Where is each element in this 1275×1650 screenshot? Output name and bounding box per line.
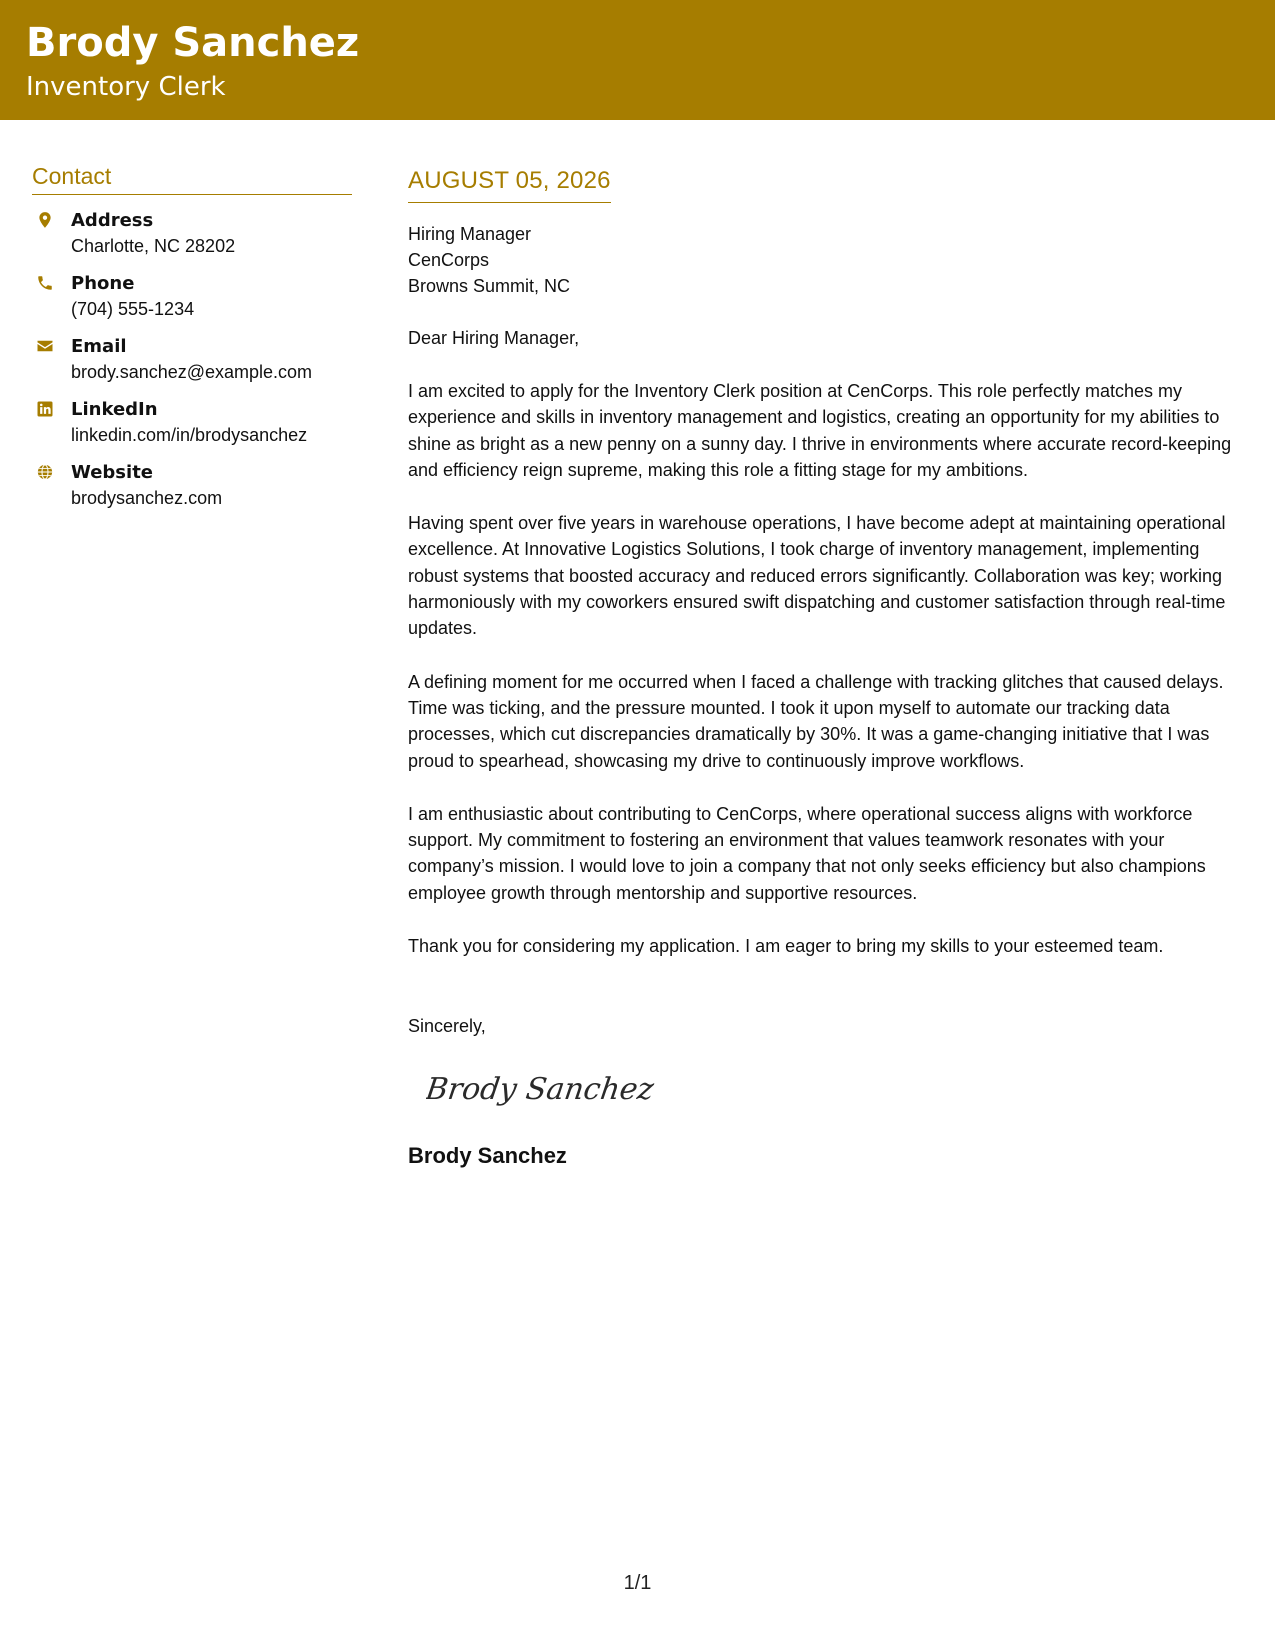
contact-label-address: Address bbox=[71, 210, 154, 231]
recipient-block bbox=[408, 221, 1253, 299]
handwritten-signature bbox=[426, 1061, 666, 1117]
envelope-icon bbox=[36, 337, 54, 355]
contact-value-linkedin[interactable]: linkedin.com/in/brodysanchez bbox=[71, 425, 308, 445]
location-pin-icon bbox=[36, 211, 54, 229]
contact-label-website: Website bbox=[71, 462, 154, 483]
salutation: Dear Hiring Manager, bbox=[408, 328, 580, 348]
contact-value-email[interactable]: brody.sanchez@example.com bbox=[71, 362, 313, 382]
applicant-title: Inventory Clerk bbox=[26, 72, 226, 102]
letter-paragraph: A defining moment for me occurred when I faced a challenge with tracking glitches that caused delays. Time was ticking, and the pressure mounted. I took it upon myself to automate our tracking data processes, which cut discrepancies dramatically by 30%. It was a game-changing initiative that I was proud to spearhead, showcasing my drive to continuously improve workflows. bbox=[408, 671, 1224, 771]
letter-date: AUGUST 05, 2026 bbox=[408, 166, 611, 203]
letter-body bbox=[408, 166, 1253, 1170]
contact-value-website[interactable]: brodysanchez.com bbox=[71, 488, 223, 508]
contact-label-email: Email bbox=[71, 336, 127, 357]
recipient-line: Hiring Manager bbox=[408, 224, 532, 244]
contact-label-linkedin: LinkedIn bbox=[71, 399, 158, 420]
recipient-location: Browns Summit, NC bbox=[408, 276, 571, 296]
contact-heading: Contact bbox=[32, 162, 352, 195]
phone-icon bbox=[36, 274, 54, 292]
contact-item-website bbox=[32, 461, 352, 524]
linkedin-icon bbox=[36, 400, 54, 418]
signature-text: Brody Sanchez bbox=[426, 1072, 656, 1108]
applicant-name: Brody Sanchez bbox=[26, 20, 360, 66]
letter-paragraph: I am excited to apply for the Inventory Clerk position at CenCorps. This role perfectly matches my experience and skills in inventory management and logistics, creating an opportunity for my abilities to shine as bright as a new penny on a sunny day. I thrive in environments where accurate record-keeping and efficiency reign supreme, making this role a fitting stage for my ambitions. bbox=[408, 381, 1232, 480]
contact-value-address: Charlotte, NC 28202 bbox=[71, 236, 236, 256]
letter-paragraph: I am enthusiastic about contributing to CenCorps, where operational success aligns with workforce support. My commitment to fostering an environment that values teamwork resonates with your company’s mission. I would love to join a company that not only seeks efficiency but also champions employee growth through mentorship and supportive resources. bbox=[408, 803, 1206, 903]
letter-paragraph: Having spent over five years in warehouse operations, I have become adept at maintaining operational excellence. At Innovative Logistics Solutions, I took charge of inventory management, implementing robust systems that boosted accuracy and reduced errors significantly. Collaboration was key; working harmoniously with my coworkers ensured swift dispatching and customer satisfaction through real-time updates. bbox=[408, 513, 1226, 639]
contact-sidebar bbox=[32, 162, 352, 524]
page-indicator: 1/1 bbox=[623, 1572, 652, 1594]
recipient-company: CenCorps bbox=[408, 250, 490, 270]
contact-label-phone: Phone bbox=[71, 273, 135, 294]
contact-value-phone: (704) 555-1234 bbox=[71, 299, 195, 319]
contact-item-address bbox=[32, 209, 352, 272]
contact-item-phone bbox=[32, 272, 352, 335]
header-banner bbox=[0, 0, 1275, 120]
globe-icon bbox=[36, 463, 54, 481]
contact-item-linkedin bbox=[32, 398, 352, 461]
closing-line: Sincerely, bbox=[408, 1016, 486, 1037]
signed-name: Brody Sanchez bbox=[408, 1143, 567, 1169]
letter-paragraph: Thank you for considering my application. I am eager to bring my skills to your esteemed team. bbox=[408, 936, 1164, 957]
contact-item-email bbox=[32, 335, 352, 398]
